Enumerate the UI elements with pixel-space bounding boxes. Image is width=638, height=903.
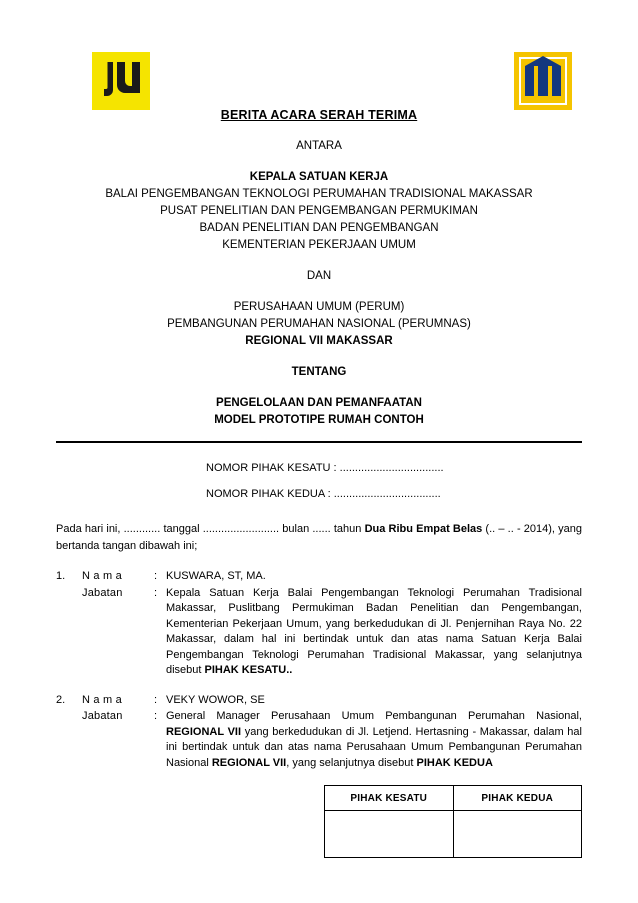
item-2-name-value: VEKY WOWOR, SE [166, 693, 265, 706]
item-2-position-bold-2: REGIONAL VII [211, 756, 287, 769]
signature-cell-pihak-kedua[interactable] [453, 811, 582, 858]
kementerian-pu-logo-glyph [92, 52, 150, 110]
signature-header-pihak-kedua: PIHAK KEDUA [453, 786, 582, 811]
subject-line-2: MODEL PROTOTIPE RUMAH CONTOH [214, 414, 424, 426]
signature-table [324, 785, 582, 858]
opening-paragraph-part1: Pada hari ini, ............ tanggal ......................... bulan ...... tahun [56, 523, 365, 535]
nomor-block [56, 455, 582, 507]
party-two-line-2: PEMBANGUNAN PERUMAHAN NASIONAL (PERUMNAS) [167, 318, 471, 330]
item-1-name-label: N a m a [82, 570, 122, 582]
party-two-line-1: PERUSAHAAN UMUM (PERUM) [233, 301, 405, 313]
party-one-line-3: PUSAT PENELITIAN DAN PENGEMBANGAN PERMUKIMAN [160, 205, 478, 217]
and-label: DAN [306, 270, 332, 282]
section-divider [56, 441, 582, 443]
kementerian-pu-logo [92, 52, 150, 110]
item-2-position-bold-1: REGIONAL VII [166, 725, 242, 738]
perumnas-logo [514, 52, 572, 110]
item-2-name-label: N a m a [82, 693, 122, 706]
page-title: BERITA ACARA SERAH TERIMA [220, 108, 418, 122]
item-2-name-colon: : [154, 693, 158, 706]
item-1-position-value [166, 586, 582, 679]
party-one-line-5: KEMENTERIAN PEKERJAAN UMUM [222, 239, 416, 251]
party-one-line-1: KEPALA SATUAN KERJA [249, 171, 389, 183]
item-2-position-text-3: , yang selanjutnya disebut [286, 756, 417, 769]
nomor-pihak-kedua: NOMOR PIHAK KEDUA : ................................... [206, 488, 441, 500]
item-2-position-text-1: General Manager Perusahaan Umum Pembangunan Perumahan Nasional, [166, 710, 582, 722]
logo-row [56, 48, 582, 112]
party-item-1 [56, 569, 582, 679]
item-2-position-colon: : [154, 710, 158, 722]
item-1-position-colon: : [154, 586, 158, 599]
signature-header-pihak-kesatu: PIHAK KESATU [325, 786, 454, 811]
item-1-position-bold: PIHAK KESATU.. [204, 664, 293, 676]
opening-paragraph-part2: (.. – .. - 2014), yang bertanda tangan dibawah ini; [56, 523, 582, 552]
perumnas-logo-glyph [514, 52, 572, 110]
item-1-name-colon: : [154, 570, 158, 582]
about-label: TENTANG [291, 366, 347, 378]
item-1-position-text: Kepala Satuan Kerja Balai Pengembangan Teknologi Perumahan Tradisional Makassar, Puslitbang Permukiman Badan Penelitian dan Pengembangan, Kementerian Pekerjaan Umum, yang berkedudukan di Jl. Penjernihan Raya No. 22 Makassar, dalam hal ini bertindak untuk dan atas nama Satuan Kerja Balai Pengembangan Teknologi Perumahan Tradisional Makassar, yang selanjutnya disebut [166, 586, 582, 676]
signature-table-row [325, 811, 582, 858]
signature-section [56, 785, 582, 858]
item-2-position-value [166, 709, 582, 771]
party-one-line-2: BALAI PENGEMBANGAN TEKNOLOGI PERUMAHAN TRADISIONAL MAKASSAR [105, 188, 533, 200]
item-1-number: 1. [56, 570, 66, 582]
nomor-pihak-kesatu: NOMOR PIHAK KESATU : .................................. [206, 462, 444, 474]
between-label: ANTARA [296, 140, 342, 152]
item-2-number: 2. [56, 693, 66, 706]
signature-cell-pihak-kesatu[interactable] [325, 811, 454, 858]
party-item-2 [56, 693, 582, 772]
item-1-position-label: Jabatan [82, 586, 123, 599]
item-2-position-text-2: yang berkedudukan di Jl. Letjend. Hertasning - Makassar, dalam hal ini bertindak untuk dan atas nama Perusahaan Umum Pembangunan Perumahan Nasional [166, 725, 582, 769]
opening-paragraph-year: Dua Ribu Empat Belas [364, 523, 483, 535]
item-2-position-bold-3: PIHAK KEDUA [416, 756, 493, 769]
title-block [56, 106, 582, 429]
signature-table-header-row [325, 786, 582, 811]
item-1-name-value: KUSWARA, ST, MA. [166, 570, 266, 582]
opening-paragraph [56, 521, 582, 555]
party-one-line-4: BADAN PENELITIAN DAN PENGEMBANGAN [199, 222, 439, 234]
party-two-line-3: REGIONAL VII MAKASSAR [245, 335, 393, 347]
item-2-position-label: Jabatan [82, 710, 123, 722]
subject-line-1: PENGELOLAAN DAN PEMANFAATAN [216, 397, 422, 409]
